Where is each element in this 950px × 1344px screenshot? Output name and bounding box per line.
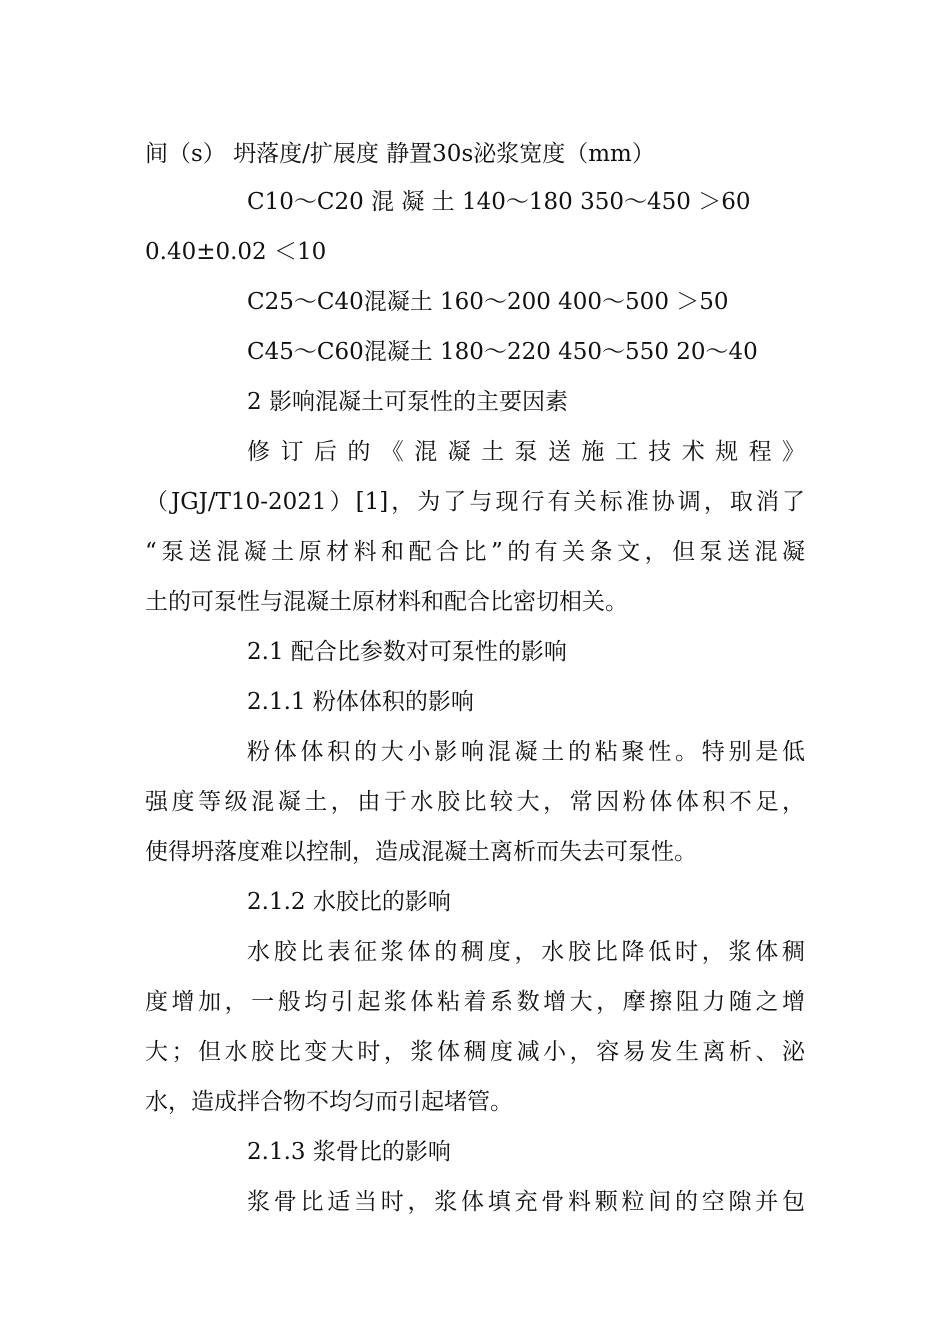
paragraph-line: 修订后的《混凝土泵送施工技术规程》 <box>247 439 805 465</box>
paragraph-line: 使得坍落度难以控制，造成混凝土离析而失去可泵性。 <box>145 839 697 865</box>
table-row-c10-c20: C10～C20 混 凝 土 140～180 350～450 ＞60 <box>247 189 751 215</box>
paragraph-line: 粉体体积的大小影响混凝土的粘聚性。特别是低 <box>247 739 805 765</box>
table-row-continuation: 0.40±0.02 ＜10 <box>145 239 327 265</box>
paragraph-line: 土的可泵性与混凝土原材料和配合比密切相关。 <box>145 589 628 615</box>
paragraph-line: 度增加，一般均引起浆体粘着系数增大，摩擦阻力随之增 <box>145 989 805 1015</box>
section-heading-2-1: 2.1 配合比参数对可泵性的影响 <box>247 639 567 665</box>
paragraph-line: 水，造成拌合物不均匀而引起堵管。 <box>145 1089 513 1115</box>
section-heading-2-1-2: 2.1.2 水胶比的影响 <box>247 889 451 915</box>
paragraph-line: 水胶比表征浆体的稠度，水胶比降低时，浆体稠 <box>247 939 805 965</box>
paragraph-line: 大；但水胶比变大时，浆体稠度减小，容易发生离析、泌 <box>145 1039 805 1065</box>
paragraph-line: （JGJ/T10-2021）[1]，为了与现行有关标准协调，取消了 <box>145 489 805 515</box>
section-heading-2-1-1: 2.1.1 粉体体积的影响 <box>247 689 474 715</box>
paragraph-line: “泵送混凝土原材料和配合比”的有关条文，但泵送混凝 <box>145 539 805 565</box>
paragraph-line: 浆骨比适当时，浆体填充骨料颗粒间的空隙并包 <box>247 1189 805 1215</box>
section-heading-2: 2 影响混凝土可泵性的主要因素 <box>247 389 568 415</box>
section-heading-2-1-3: 2.1.3 浆骨比的影响 <box>247 1139 451 1165</box>
table-row-c25-c40: C25～C40混凝土 160～200 400～500 ＞50 <box>247 289 729 315</box>
table-row-c45-c60: C45～C60混凝土 180～220 450～550 20～40 <box>247 339 758 365</box>
paragraph-line: 强度等级混凝土，由于水胶比较大，常因粉体体积不足， <box>145 789 805 815</box>
table-header-line: 间（s） 坍落度/扩展度 静置30s泌浆宽度（mm） <box>145 141 655 167</box>
